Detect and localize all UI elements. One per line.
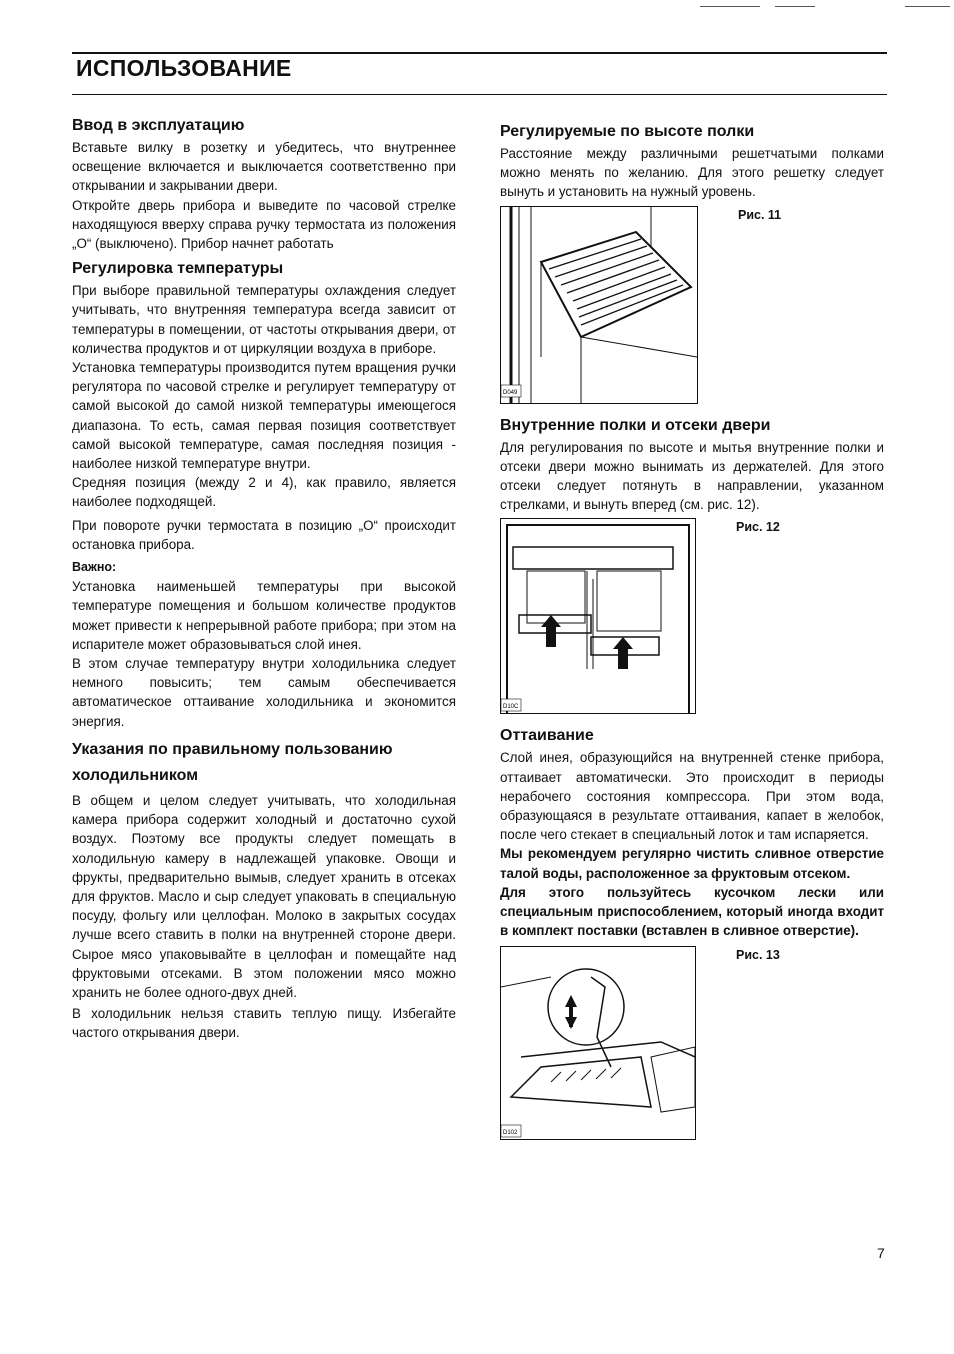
header-rule-bottom bbox=[72, 94, 887, 95]
paragraph: В этом случае температуру внутри холодильника следует немного повысить; тем самым обеспечивается автоматическое оттаивание холодильника и экономится энергия. bbox=[72, 656, 456, 729]
paragraph-bold: Мы рекомендуем регулярно чистить сливное отверстие талой воды, расположенное за фруктовым отсеком. bbox=[500, 846, 884, 881]
page-number: 7 bbox=[877, 1245, 885, 1261]
section-title: Указания по правильному пользованию холодильником bbox=[72, 740, 393, 784]
paragraph: Установка температуры производится путем вращения ручки регулятора по часовой стрелке и регулирует температуру от самой высокой до самой низкой температуры имеющегося диапазона. То есть, самая первая позиция соответствует самой высокой температуре, самая последняя позиция - наиболее низкой температуре внутри. bbox=[72, 360, 456, 472]
important-label: Важно: bbox=[72, 560, 117, 575]
right-column bbox=[500, 122, 884, 1140]
paragraph: Для регулирования по высоте и мытья внутренние полки и отсеки двери можно вынимать из держателей. Для этого отсеки следует потянуть в направлении, указанном стрелками, и вынуть вперед (см. рис. 12). bbox=[500, 439, 884, 513]
figure-code: D049 bbox=[503, 389, 518, 396]
section-defrosting bbox=[500, 726, 884, 1140]
figure-label: Рис. 12 bbox=[736, 520, 780, 535]
paragraph: При выборе правильной температуры охлаждения следует учитывать, что внутренняя температура всегда зависит от температуры в помещении, от частоты открывания двери, от количества продуктов и от циркуляции воздуха в приборе. bbox=[72, 283, 456, 356]
section-temperature bbox=[72, 259, 456, 731]
figure-13-drain-hole bbox=[500, 946, 696, 1140]
paragraph: Вставьте вилку в розетку и убедитесь, что внутреннее освещение включается и выключается соответственно при открывании и закрывании двери. bbox=[72, 140, 456, 194]
section-adjustable-shelves bbox=[500, 122, 884, 404]
section-title: Регулируемые по высоте полки bbox=[500, 123, 755, 140]
figure-11-shelves bbox=[500, 206, 698, 404]
drain-illustration bbox=[501, 947, 695, 1139]
left-column bbox=[72, 116, 456, 1043]
section-door-shelves bbox=[500, 416, 884, 715]
paragraph: Установка наименьшей температуры при высокой температуре помещения и большом количестве продуктов может привести к непрерывной работе прибора; при этом на испарителе может образовываться слой инея. bbox=[72, 579, 456, 652]
paragraph: Средняя позиция (между 2 и 4), как правило, является наиболее подходящей. bbox=[72, 475, 456, 510]
figure-label: Рис. 11 bbox=[738, 207, 782, 222]
paragraph: Слой инея, образующийся на внутренней стенке прибора, оттаивает автоматически. Это происходит в периоды нерабочего состояния компрессора. При этом вода, образующаяся в результате оттаивания, капает в желобок, после чего стекает в специальный лоток и там испаряется. bbox=[500, 750, 884, 843]
paragraph: Расстояние между различными решетчатыми полками можно менять по желанию. Для этого решетку следует вынуть и установить на нужный уровень. bbox=[500, 146, 884, 200]
section-commissioning bbox=[72, 116, 456, 253]
section-title: Регулировка температуры bbox=[72, 260, 284, 278]
header-rule-top bbox=[72, 52, 887, 54]
top-decoration-line bbox=[905, 6, 950, 7]
paragraph: В общем и целом следует учитывать, что холодильная камера прибора содержит холодный и достаточно сухой воздух. Поэтому все продукты следует помещать в холодильную камеру в надлежащей упаковке. Овощи и фрукты, предварительно вымыв, следует хранить в отсеках для фруктов. Масло и сыр следует упаковать в специальную посуду, фольгу или целлофан. Молоко в закрытых сосудах лучше всего ставить в полки на внутренней стороне двери. Сырое мясо упаковывайте в целлофан и помещайте над фруктовыми отсеками. В этом положении мясо можно хранить не более одного-двух дней. bbox=[72, 792, 456, 1000]
top-decoration-line bbox=[775, 6, 815, 7]
section-title: Внутренние полки и отсеки двери bbox=[500, 416, 771, 434]
paragraph: Откройте дверь прибора и выведите по часовой стрелке находящуюся вверху справа ручку термостата из положения „О“ (выключено). Прибор начнет работать bbox=[72, 197, 456, 252]
figure-code: D102 bbox=[503, 1130, 518, 1137]
figure-12-door-compartments bbox=[500, 518, 696, 714]
paragraph-bold: Для этого пользуйтесь кусочком лески или специальным приспособлением, который иногда входит в комплект поставки (вставлен в сливное отверстие). bbox=[500, 884, 884, 939]
page-title: ИСПОЛЬЗОВАНИЕ bbox=[76, 55, 292, 81]
paragraph: При повороте ручки термостата в позицию „О“ происходит остановка прибора. bbox=[72, 517, 456, 552]
section-title: Ввод в эксплуатацию bbox=[72, 117, 245, 134]
shelf-illustration bbox=[501, 207, 697, 403]
paragraph: В холодильник нельзя ставить теплую пищу. Избегайте частого открывания двери. bbox=[72, 1006, 456, 1041]
section-usage-tips bbox=[72, 737, 456, 1043]
figure-label: Рис. 13 bbox=[736, 948, 780, 963]
top-decoration-line bbox=[700, 6, 760, 7]
figure-code: D10C bbox=[503, 704, 519, 711]
door-compartment-illustration bbox=[501, 519, 695, 713]
section-title: Оттаивание bbox=[500, 727, 594, 745]
